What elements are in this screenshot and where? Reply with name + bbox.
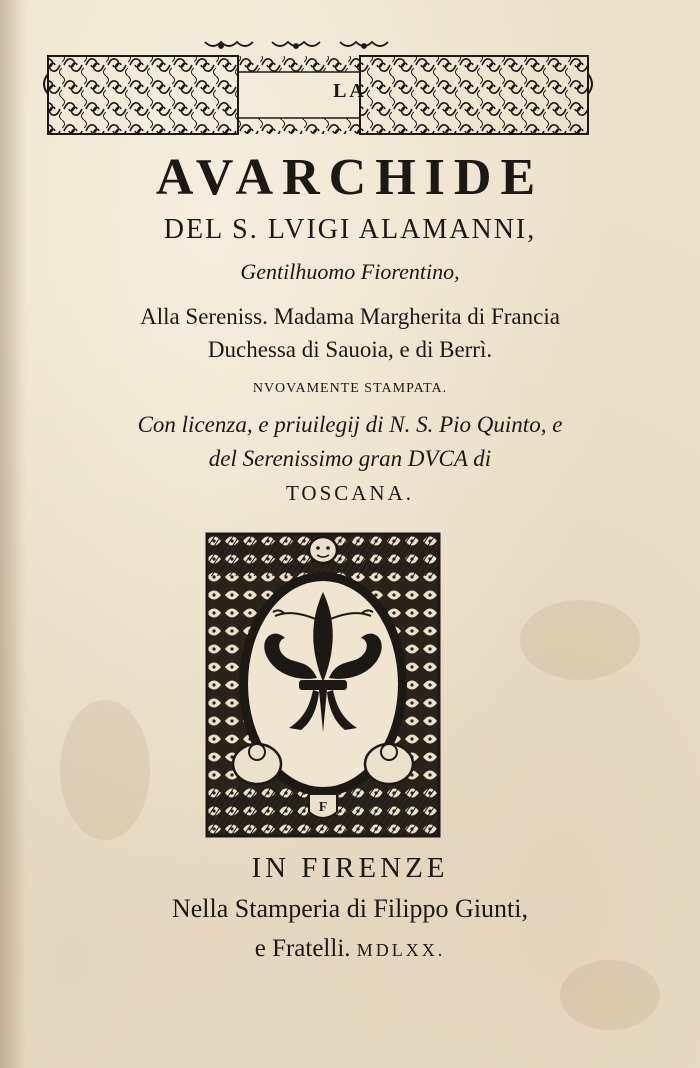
author-description: Gentilhuomo Fiorentino, xyxy=(240,259,460,284)
author-line: DEL S. LVIGI ALAMANNI, xyxy=(163,214,537,245)
imprint-fratelli: e Fratelli. xyxy=(254,935,351,962)
edition-note: NVOVAMENTE STAMPATA. xyxy=(252,381,448,396)
dedication-line-1: Alla Sereniss. Madama Margherita di Francia xyxy=(140,304,560,329)
dedication-line-2: Duchessa di Sauoia, e di Berrì. xyxy=(207,337,493,362)
imprint-city: IN FIRENZE xyxy=(251,852,449,884)
paper-stain xyxy=(520,600,640,680)
imprint-printer: Nella Stamperia di Filippo Giunti, xyxy=(171,894,528,923)
book-title: AVARCHIDE xyxy=(155,149,545,206)
imprint-year: MDLXX. xyxy=(356,940,446,960)
title-article: LA xyxy=(333,80,367,102)
imprint-line xyxy=(0,935,700,963)
fleur-de-lis-woodcut-icon xyxy=(205,532,441,838)
privilege-line-2: del Serenissimo gran DVCA di xyxy=(208,446,492,471)
paper-stain xyxy=(560,960,660,1030)
privilege-line-1: Con licenza, e priuilegij di N. S. Pio Quinto, e xyxy=(137,412,563,437)
device-initial: F xyxy=(318,800,328,815)
privilege-line-3: TOSCANA. xyxy=(285,481,415,505)
paper-stain xyxy=(60,700,150,840)
